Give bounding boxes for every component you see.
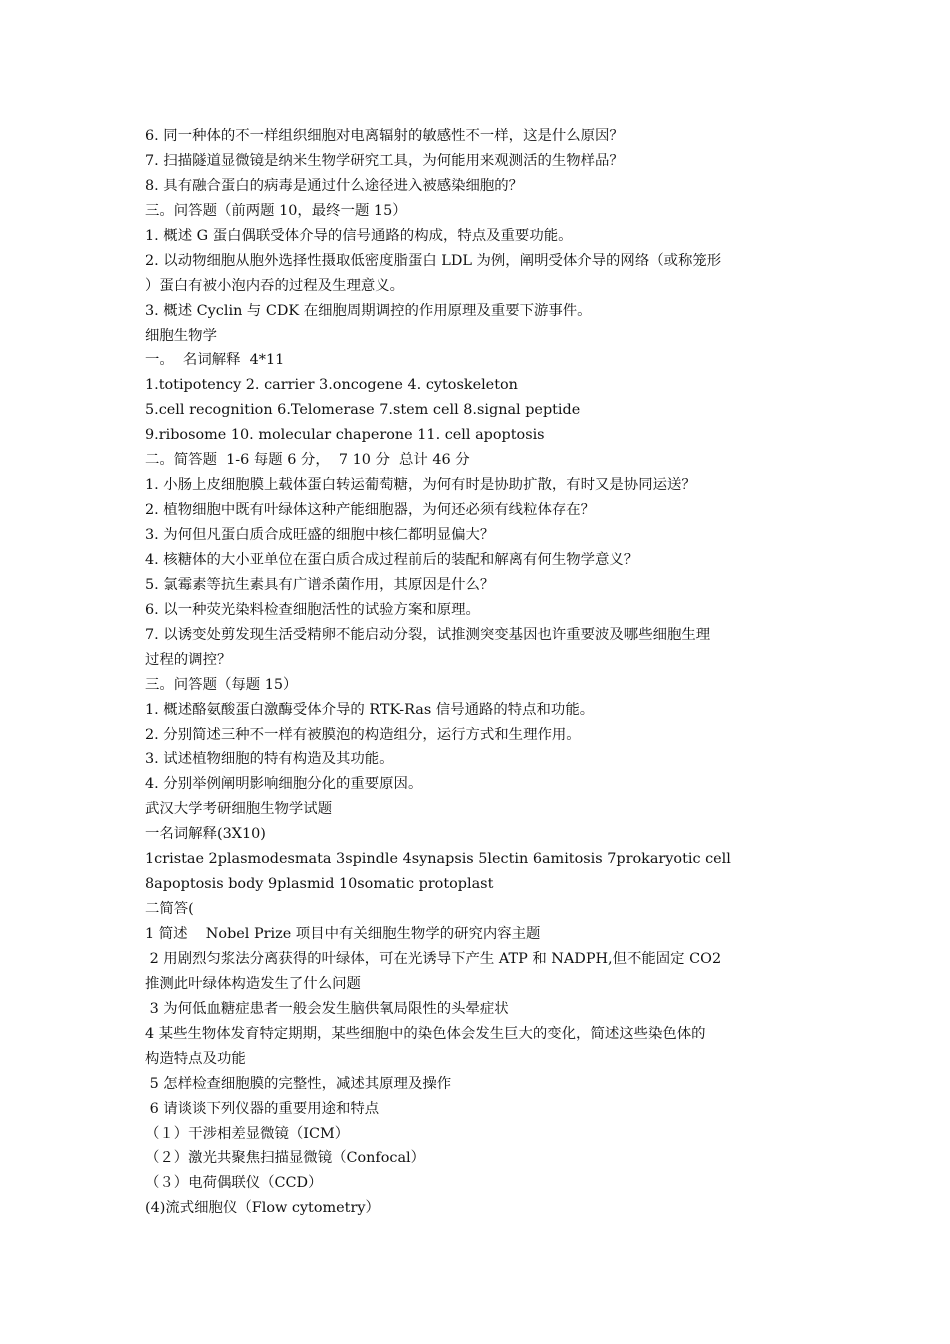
text-line: 7. 扫描隧道显微镜是纳米生物学研究工具，为何能用来观测活的生物样品？: [145, 152, 624, 169]
text-line: 1cristae 2plasmodesmata 3spindle 4synapsis 5lectin 6amitosis 7prokaryotic cell: [145, 851, 731, 868]
text-line: 9.ribosome 10. molecular chaperone 11. cell apoptosis: [145, 427, 545, 444]
text-line: (4)流式细胞仪（Flow cytometry）: [145, 1200, 380, 1217]
text-line: 7. 以诱变处剪发现生活受精卵不能启动分裂，试推测突变基因也许重要波及哪些细胞生理: [145, 626, 711, 643]
text-line: ）蛋白有被小泡内吞的过程及生理意义。: [145, 277, 405, 294]
text-line: 推测此叶绿体构造发生了什么问题: [145, 975, 361, 992]
text-line: 4 某些生物体发育特定期期，某些细胞中的染色体会发生巨大的变化，简述这些染色体的: [145, 1025, 706, 1042]
text-line: 4. 分别举例阐明影响细胞分化的重要原因。: [145, 776, 423, 793]
document-title: 武汉大学考研细胞生物学试题: [145, 801, 333, 818]
text-line: 2 用剧烈匀浆法分离获得的叶绿体，可在光诱导下产生 ATP 和 NADPH,但不能固定 CO2: [145, 950, 722, 967]
text-line: 2. 分别简述三种不一样有被膜泡的构造组分，运行方式和生理作用。: [145, 726, 581, 743]
text-line: 过程的调控？: [145, 651, 232, 668]
text-line: 3 为何低血糖症患者一般会发生脑供氧局限性的头晕症状: [145, 1000, 509, 1017]
document-title: 细胞生物学: [145, 327, 217, 344]
text-line: 1 简述 Nobel Prize 项目中有关细胞生物学的研究内容主题: [145, 926, 541, 942]
text-line: （１）干涉相差显微镜（ICM）: [145, 1125, 350, 1142]
text-line: 6. 以一种荧光染料检查细胞活性的试验方案和原理。: [145, 601, 480, 618]
text-line: 3. 为何但凡蛋白质合成旺盛的细胞中核仁都明显偏大？: [145, 527, 495, 543]
text-line: 1. 概述 G 蛋白偶联受体介导的信号通路的构成，特点及重要功能。: [145, 227, 573, 244]
text-line: 2. 植物细胞中既有叶绿体这种产能细胞器，为何还必须有线粒体存在？: [145, 502, 596, 519]
text-line: 2. 以动物细胞从胞外选择性摄取低密度脂蛋白 LDL 为例，阐明受体介导的网络（或称笼形: [145, 252, 722, 269]
text-line: 5.cell recognition 6.Telomerase 7.stem cell 8.signal peptide: [145, 402, 581, 419]
text-line: 8apoptosis body 9plasmid 10somatic protoplast: [145, 876, 494, 893]
text-line: 1. 小肠上皮细胞膜上载体蛋白转运葡萄糖，为何有时是协助扩散，有时又是协同运送？: [145, 477, 696, 494]
text-line: 3. 试述植物细胞的特有构造及其功能。: [145, 751, 394, 768]
document-body: [145, 124, 825, 1221]
text-line: 1. 概述酪氨酸蛋白激酶受体介导的 RTK-Ras 信号通路的特点和功能。: [145, 701, 595, 718]
text-line: 4. 核糖体的大小亚单位在蛋白质合成过程前后的装配和解离有何生物学意义？: [145, 551, 639, 568]
text-line: 1.totipotency 2. carrier 3.oncogene 4. cytoskeleton: [145, 377, 518, 394]
text-line: （２）激光共聚焦扫描显微镜（Confocal）: [145, 1150, 426, 1167]
text-line: （３）电荷偶联仪（CCD）: [145, 1175, 323, 1192]
text-line: 6 请谈谈下列仪器的重要用途和特点: [145, 1100, 380, 1117]
text-line: 6. 同一种体的不一样组织细胞对电离辐射的敏感性不一样，这是什么原因？: [145, 128, 624, 144]
section-heading: 一。 名词解释 4*11: [145, 352, 285, 369]
text-line: 8. 具有融合蛋白的病毒是通过什么途径进入被感染细胞的？: [145, 177, 524, 194]
section-heading: 一名词解释(3X10): [145, 826, 266, 843]
section-heading: 三。问答题（每题 15）: [145, 676, 298, 693]
text-line: 构造特点及功能: [145, 1050, 246, 1067]
section-heading: 二简答(: [145, 901, 194, 918]
text-line: 3. 概述 Cyclin 与 CDK 在细胞周期调控的作用原理及重要下游事件。: [145, 302, 592, 319]
text-line: 5. 氯霉素等抗生素具有广谱杀菌作用，其原因是什么？: [145, 576, 495, 593]
section-heading: 二。简答题 1-6 每题 6 分， 7 10 分 总计 46 分: [145, 452, 470, 469]
section-heading: 三。问答题（前两题 10，最终一题 15）: [145, 202, 407, 219]
text-line: 5 怎样检查细胞膜的完整性，减述其原理及操作: [145, 1075, 452, 1092]
